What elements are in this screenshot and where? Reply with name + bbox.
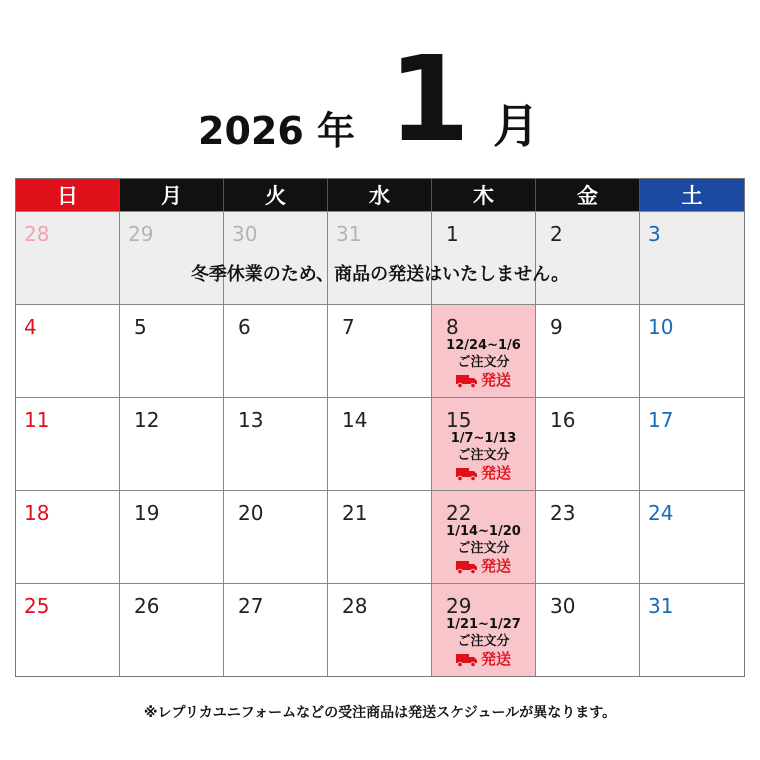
- shipping-label: 発送: [480, 371, 511, 389]
- day-number: 30: [550, 594, 576, 618]
- shipping-label: 発送: [480, 464, 511, 482]
- shipping-order-range: 1/7~1/13: [450, 431, 517, 446]
- weekday-header-sun: 日: [16, 179, 120, 211]
- day-cell: [224, 583, 328, 676]
- day-number: 3: [648, 222, 661, 246]
- day-number: 22: [446, 501, 472, 525]
- shipping-note: [432, 616, 535, 668]
- day-cell: [328, 490, 432, 583]
- day-cell: [536, 490, 640, 583]
- day-cell: [640, 583, 744, 676]
- day-cell: [328, 583, 432, 676]
- day-cell: [432, 211, 536, 304]
- calendar-grid: [15, 178, 745, 677]
- shipping-day-cell: [432, 397, 536, 490]
- day-cell: [120, 583, 224, 676]
- truck-icon: [456, 467, 478, 481]
- shipping-order-range: 1/14~1/20: [446, 524, 521, 539]
- day-number: 27: [238, 594, 264, 618]
- day-cell: [224, 397, 328, 490]
- day-cell: [16, 490, 120, 583]
- calendar-title-month-unit: 月: [493, 99, 539, 153]
- day-cell: [328, 397, 432, 490]
- day-number: 25: [24, 594, 50, 618]
- day-cell: [120, 490, 224, 583]
- day-number: 5: [134, 315, 147, 339]
- day-number: 1: [446, 222, 459, 246]
- day-number: 29: [128, 222, 154, 246]
- shipping-order-label: ご注文分: [457, 355, 510, 370]
- day-number: 24: [648, 501, 674, 525]
- day-number: 15: [446, 408, 472, 432]
- day-number: 16: [550, 408, 576, 432]
- day-number: 23: [550, 501, 576, 525]
- day-number: 18: [24, 501, 50, 525]
- shipping-order-range: 1/21~1/27: [446, 617, 521, 632]
- day-cell: [536, 211, 640, 304]
- day-cell: [16, 397, 120, 490]
- day-cell: [328, 304, 432, 397]
- day-number: 14: [342, 408, 368, 432]
- weekday-header-wed: 水: [328, 179, 432, 211]
- day-number: 28: [24, 222, 50, 246]
- weekday-header-mon: 月: [120, 179, 224, 211]
- day-number: 2: [550, 222, 563, 246]
- calendar-title-year: 2026 年: [198, 109, 355, 153]
- shipping-note: [432, 523, 535, 575]
- weekday-header-thu: 木: [432, 179, 536, 211]
- day-cell: [224, 211, 328, 304]
- shipping-day-cell: [432, 583, 536, 676]
- day-cell: [640, 490, 744, 583]
- day-number: 20: [238, 501, 264, 525]
- day-number: 12: [134, 408, 160, 432]
- day-cell: [536, 583, 640, 676]
- day-number: 10: [648, 315, 674, 339]
- day-number: 29: [446, 594, 472, 618]
- day-cell: [640, 211, 744, 304]
- shipping-order-label: ご注文分: [457, 541, 510, 556]
- calendar-title-month-number: 1: [388, 30, 471, 168]
- day-cell: [224, 304, 328, 397]
- day-number: 8: [446, 315, 459, 339]
- day-cell: [224, 490, 328, 583]
- day-cell: [536, 397, 640, 490]
- truck-icon: [456, 560, 478, 574]
- shipping-status: [432, 465, 535, 482]
- shipping-order-range: 12/24~1/6: [446, 338, 521, 353]
- day-number: 6: [238, 315, 251, 339]
- day-number: 30: [232, 222, 258, 246]
- day-number: 26: [134, 594, 160, 618]
- shipping-day-cell: [432, 490, 536, 583]
- day-cell: [16, 304, 120, 397]
- truck-icon: [456, 374, 478, 388]
- day-number: 7: [342, 315, 355, 339]
- day-number: 31: [336, 222, 362, 246]
- day-number: 19: [134, 501, 160, 525]
- day-cell: [536, 304, 640, 397]
- truck-icon: [456, 653, 478, 667]
- shipping-status: [432, 558, 535, 575]
- day-number: 9: [550, 315, 563, 339]
- shipping-order-label: ご注文分: [457, 448, 510, 463]
- day-cell: [16, 583, 120, 676]
- day-number: 17: [648, 408, 674, 432]
- day-number: 28: [342, 594, 368, 618]
- day-number: 21: [342, 501, 368, 525]
- day-cell: [640, 397, 744, 490]
- day-cell: [120, 211, 224, 304]
- day-cell: [120, 397, 224, 490]
- day-cell: [640, 304, 744, 397]
- day-number: 31: [648, 594, 674, 618]
- shipping-status: [432, 372, 535, 389]
- shipping-note: [432, 337, 535, 389]
- shipping-note: [432, 430, 535, 482]
- shipping-label: 発送: [480, 650, 511, 668]
- weekday-header-tue: 火: [224, 179, 328, 211]
- weekday-header-sat: 土: [640, 179, 744, 211]
- day-number: 4: [24, 315, 37, 339]
- shipping-status: [432, 651, 535, 668]
- footer-note: ※レプリカユニフォームなどの受注商品は発送スケジュールが異なります。: [143, 705, 617, 721]
- holiday-notice: 冬季休業のため、商品の発送はいたしません。: [190, 264, 570, 285]
- shipping-label: 発送: [480, 557, 511, 575]
- day-number: 13: [238, 408, 264, 432]
- day-cell: [16, 211, 120, 304]
- shipping-order-label: ご注文分: [457, 634, 510, 649]
- day-cell: [328, 211, 432, 304]
- shipping-day-cell: [432, 304, 536, 397]
- weekday-header-fri: 金: [536, 179, 640, 211]
- day-cell: [120, 304, 224, 397]
- day-number: 11: [24, 408, 50, 432]
